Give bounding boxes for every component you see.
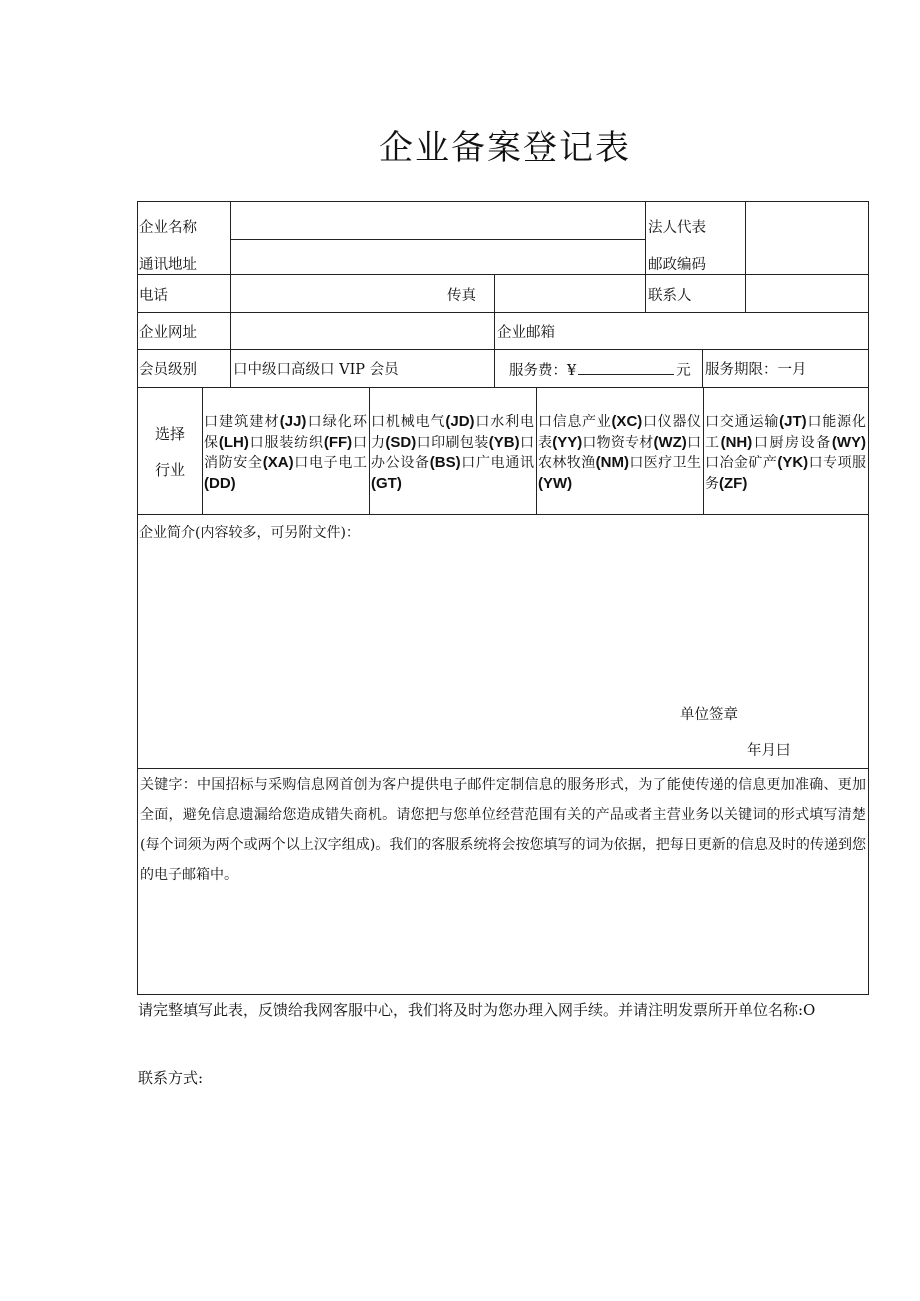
form-title: 企业备案登记表 [379, 128, 631, 168]
contact-label: 联系人 [648, 288, 692, 304]
industry-option[interactable]: 口医疗卫生 [628, 455, 701, 471]
industry-option[interactable]: 口电子电工 [293, 455, 367, 471]
industry-code: (FF) [323, 433, 353, 451]
website-label: 企业网址 [139, 325, 197, 341]
fax-field[interactable] [496, 276, 643, 310]
industry-code: (YY) [552, 433, 583, 451]
industry-option[interactable]: 口机械电气 [371, 414, 446, 430]
intro-label: 企业简介(内容较多，可另附文件)： [139, 525, 360, 541]
email-label: 企业邮箱 [497, 325, 555, 341]
industry-option[interactable]: 口广电通讯 [460, 455, 534, 471]
industry-code: (YB) [488, 433, 520, 451]
keywords-field[interactable] [140, 892, 864, 988]
footer-note: 请完整填写此表，反馈给我网客服中心，我们将及时为您办理入网手续。并请注明发票所开单位名称:O [138, 1001, 816, 1019]
industry-code: (JJ) [279, 413, 307, 430]
company-name-field[interactable] [232, 203, 643, 273]
service-fee[interactable] [509, 361, 691, 380]
industry-option[interactable]: 口服装纺织 [248, 434, 324, 451]
industry-code: (LH) [218, 433, 249, 451]
phone-field[interactable] [232, 276, 432, 310]
service-fee-blank[interactable] [578, 361, 674, 375]
industry-option[interactable]: 口厨房设备 [752, 434, 832, 451]
address-label: 通讯地址 [139, 257, 197, 273]
industry-option[interactable]: 口能源化工 [705, 414, 866, 451]
member-level-label: 会员级别 [139, 362, 197, 378]
industry-code: (JT) [779, 413, 807, 430]
member-options[interactable]: 口中级口高级口 VIP 会员 [233, 362, 399, 378]
industry-code: (XC) [611, 413, 643, 430]
industry-code: (NM) [595, 454, 629, 471]
industry-code: (DD) [204, 474, 236, 492]
service-fee-suffix: 元 [676, 363, 691, 379]
contact-field[interactable] [747, 276, 866, 310]
industry-option[interactable]: 口专项服务 [705, 455, 866, 492]
industry-code: (YK) [777, 454, 809, 471]
industry-option[interactable]: 口信息产业 [538, 414, 612, 430]
footer-contact: 联系方式: [138, 1069, 204, 1087]
seal-label: 单位签章 [680, 707, 738, 723]
industry-option[interactable]: 口印刷包装 [416, 434, 489, 451]
industry-option[interactable]: 口冶金矿产 [705, 455, 778, 471]
industry-label-2: 行业 [154, 461, 185, 479]
industry-label-1: 选择 [154, 425, 185, 443]
date-label: 年月曰 [747, 743, 791, 759]
company-name-label: 企业名称 [139, 220, 197, 236]
industry-option[interactable]: 口绿化环保 [204, 414, 367, 451]
industry-code: (JD) [445, 413, 475, 430]
industry-code: (GT) [371, 474, 402, 492]
service-fee-prefix: 服务费：¥ [509, 363, 577, 379]
industry-code: (ZF) [719, 474, 748, 492]
industry-code: (SD) [385, 433, 417, 451]
fax-label: 传真 [447, 288, 476, 304]
industry-code: (XA) [262, 454, 294, 471]
legal-rep-field[interactable] [747, 203, 866, 273]
industry-option[interactable]: 口水利电力 [371, 414, 534, 451]
legal-rep-label: 法人代表 [648, 220, 706, 236]
intro-field[interactable] [140, 548, 864, 698]
industry-col-4[interactable] [705, 412, 866, 512]
email-field[interactable] [560, 314, 866, 348]
keywords-text: 关键字：中国招标与采购信息网首创为客户提供电子邮件定制信息的服务形式，为了能使传递的信息更加准确、更加全面，避免信息遗漏给您造成错失商机。请您把与您单位经营范围有关的产品或者主营业务以关键词的形式填写清楚(每个词须为两个或两个以上汉字组成)。我们的客服系统将会按您填写的词为依据，把每日更新的信息及时的传递到您的电子邮箱中。 [140, 777, 866, 883]
industry-option[interactable]: 口物资专材 [582, 434, 654, 451]
industry-col-2[interactable] [371, 412, 534, 512]
industry-code: (WZ) [653, 433, 687, 451]
industry-code: (WY) [831, 433, 866, 451]
industry-option[interactable]: 口农林牧渔 [538, 434, 701, 471]
postal-code-label: 邮政编码 [648, 257, 706, 273]
website-field[interactable] [232, 314, 492, 348]
service-period: 服务期限：一月 [705, 362, 807, 378]
industry-option[interactable]: 口仪器仪表 [538, 414, 701, 451]
industry-option[interactable]: 口消防安全 [204, 434, 367, 471]
industry-col-1[interactable] [204, 412, 367, 512]
industry-code: (NH) [720, 433, 753, 451]
industry-option[interactable]: 口建筑建材 [204, 414, 280, 430]
industry-option[interactable]: 口办公设备 [371, 434, 534, 471]
industry-option[interactable]: 口交通运输 [705, 414, 780, 430]
phone-label: 电话 [139, 288, 168, 304]
industry-col-3[interactable] [538, 412, 701, 512]
industry-code: (BS) [429, 454, 461, 471]
industry-code: (YW) [538, 474, 573, 492]
